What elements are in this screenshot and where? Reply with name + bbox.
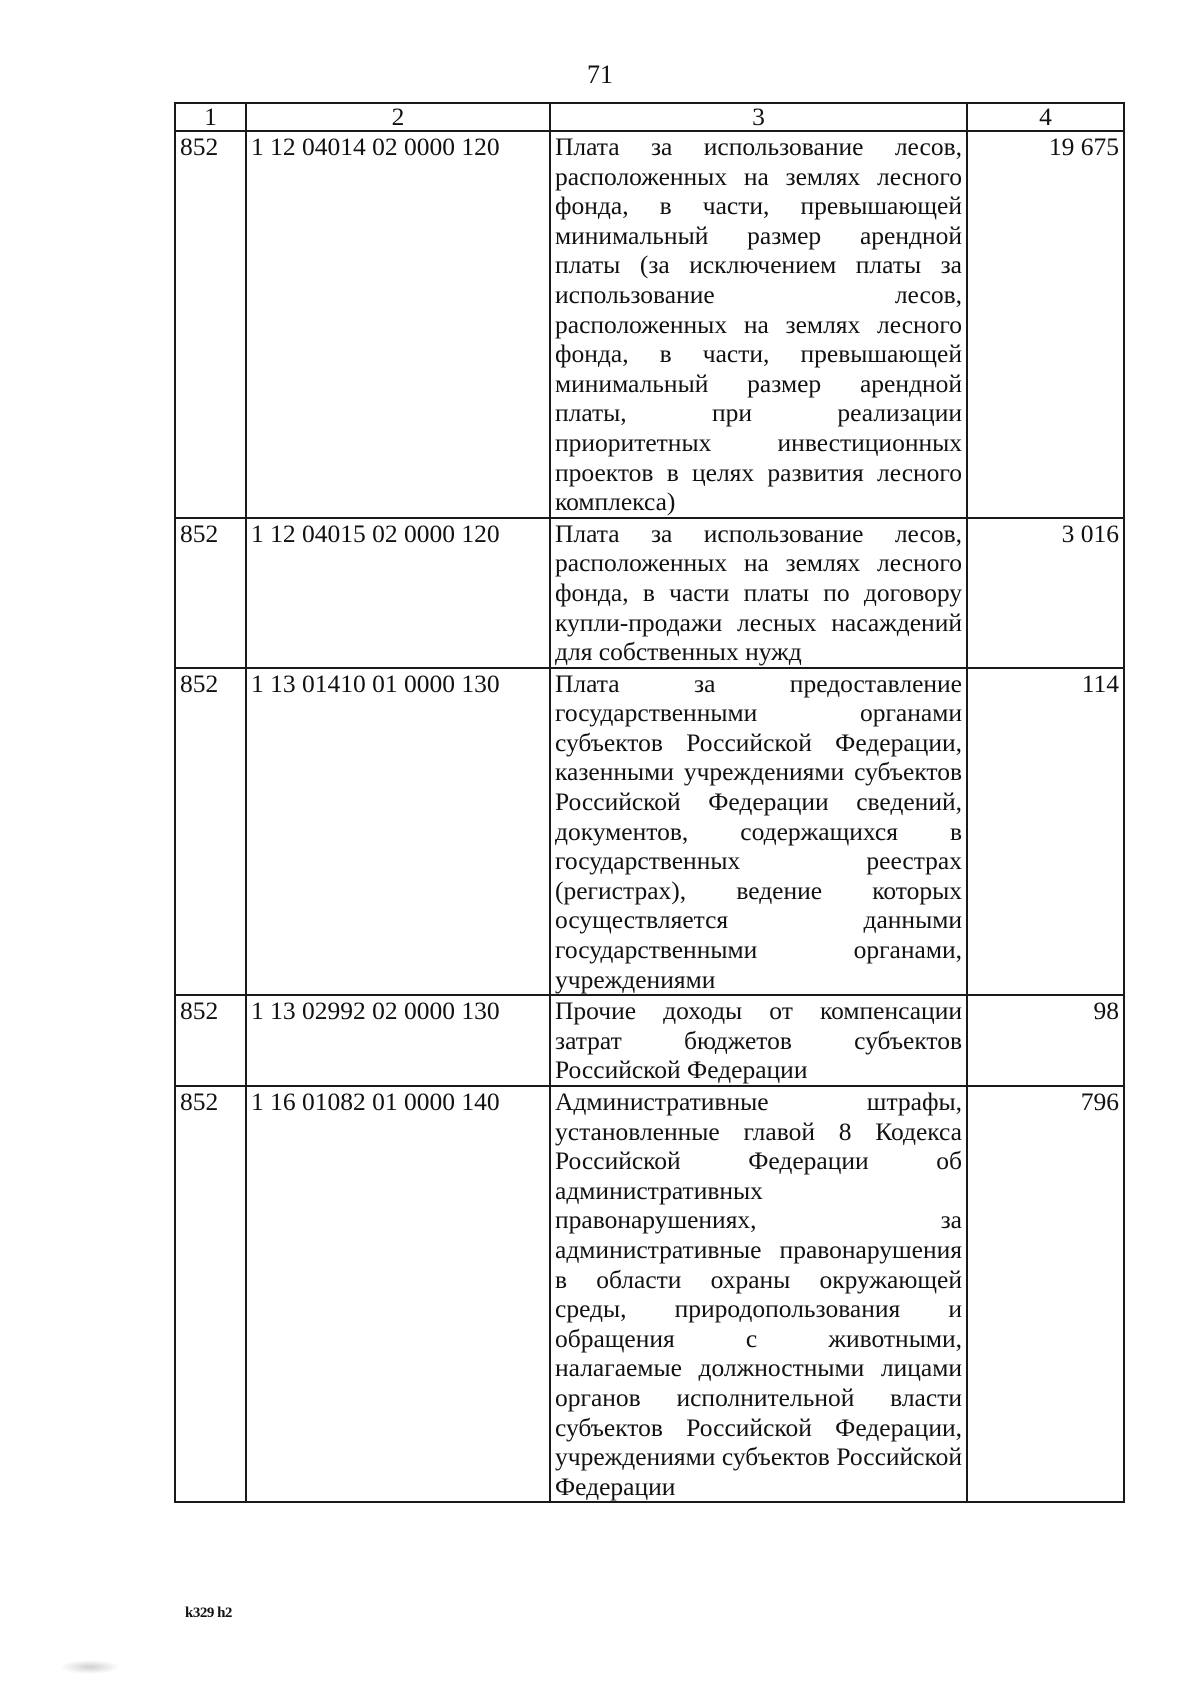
column-header: 2 xyxy=(246,103,550,131)
amount-cell: 796 xyxy=(967,1086,1124,1502)
table-row xyxy=(175,131,1124,518)
table-row xyxy=(175,1086,1124,1502)
description-cell: Плата за использование лесов, расположенных на землях лесного фонда, в части платы по договору купли-продажи лесных насаждений для собственных нужд xyxy=(550,518,967,668)
amount-cell: 19 675 xyxy=(967,131,1124,518)
admin-code-cell: 852 xyxy=(175,518,246,668)
description-cell: Прочие доходы от компенсации затрат бюджетов субъектов Российской Федерации xyxy=(550,995,967,1086)
amount-cell: 98 xyxy=(967,995,1124,1086)
admin-code-cell: 852 xyxy=(175,668,246,996)
column-header: 3 xyxy=(550,103,967,131)
budget-code-cell: 1 12 04014 02 0000 120 xyxy=(246,131,550,518)
description-cell: Плата за предоставление государственными органами субъектов Российской Федерации, казенными учреждениями субъектов Российской Федерации сведений, документов, содержащихся в государственных реестрах (регистрах), ведение которых осуществляется данными государственными органами, учреждениями xyxy=(550,668,967,996)
table-row xyxy=(175,995,1124,1086)
budget-code-cell: 1 13 02992 02 0000 130 xyxy=(246,995,550,1086)
table-row xyxy=(175,668,1124,996)
budget-code-cell: 1 12 04015 02 0000 120 xyxy=(246,518,550,668)
amount-cell: 114 xyxy=(967,668,1124,996)
budget-code-cell: 1 13 01410 01 0000 130 xyxy=(246,668,550,996)
description-cell: Административные штрафы, установленные главой 8 Кодекса Российской Федерации об административных правонарушениях, за административные правонарушения в области охраны окружающей среды, природопользования и обращения с животными, налагаемые должностными лицами органов исполнительной власти субъектов Российской Федерации, учреждениями субъектов Российской Федерации xyxy=(550,1086,967,1502)
budget-revenue-table xyxy=(174,102,1125,1503)
description-cell: Плата за использование лесов, расположенных на землях лесного фонда, в части, превышающей минимальный размер арендной платы (за исключением платы за использование лесов, расположенных на землях лесного фонда, в части, превышающей минимальный размер арендной платы, при реализации приоритетных инвестиционных проектов в целях развития лесного комплекса) xyxy=(550,131,967,518)
column-header: 1 xyxy=(175,103,246,131)
table-row xyxy=(175,518,1124,668)
budget-code-cell: 1 16 01082 01 0000 140 xyxy=(246,1086,550,1502)
column-header: 4 xyxy=(967,103,1124,131)
admin-code-cell: 852 xyxy=(175,1086,246,1502)
admin-code-cell: 852 xyxy=(175,995,246,1086)
page-number: 71 xyxy=(587,60,613,89)
scan-smudge xyxy=(60,1660,120,1674)
document-footer-code: k329 h2 xyxy=(185,1605,232,1621)
amount-cell: 3 016 xyxy=(967,518,1124,668)
table-header-row xyxy=(175,103,1124,131)
admin-code-cell: 852 xyxy=(175,131,246,518)
